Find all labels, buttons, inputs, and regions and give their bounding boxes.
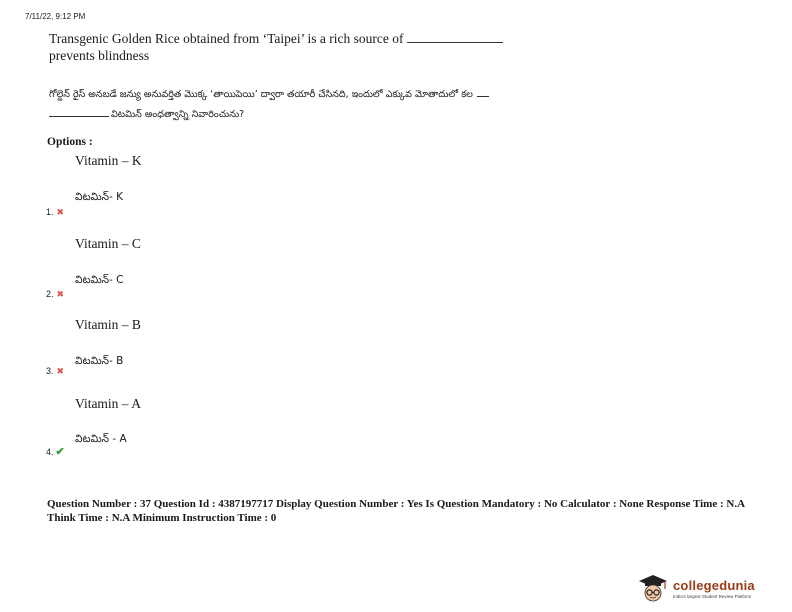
option-1-number: 1. [46, 207, 54, 217]
correct-check-icon: ✔ [55, 446, 65, 458]
question-english [49, 30, 569, 64]
question-telugu-line1: గోల్డెన్ రైస్ అనబడే జన్యు అనువర్తిత మొక్క ‘తాయిపెయి’ ద్వారా తయారీ చేసినది, ఇందులో ఎక్కువ మోతాదులో కల [49, 89, 473, 100]
option-4-english: Vitamin – A [75, 396, 141, 411]
logo-tagline: India's largest Student Review Platform [673, 593, 752, 599]
option-2-telugu: విటమిన్- C [75, 274, 124, 286]
option-4-number: 4. [46, 447, 54, 457]
question-telugu-line2: విటమిన్ అంధత్వాన్ని నివారించును? [111, 109, 245, 120]
question-telugu [49, 85, 609, 125]
question-english-part1: Transgenic Golden Rice obtained from ‘Taipei’ is a rich source of [49, 31, 404, 46]
option-2-english: Vitamin – C [75, 236, 141, 251]
question-meta: Question Number : 37 Question Id : 4387197717 Display Question Number : Yes Is Question Mandatory : No Calculator : None Response Time : N.A Think Time : N.A Minimum Instruction Time : 0 [47, 498, 745, 524]
collegedunia-logo [636, 574, 755, 602]
option-4-telugu: విటమిన్ - A [75, 433, 127, 445]
option-3-number-row [46, 366, 64, 377]
answer-blank-telugu-end [477, 87, 489, 97]
option-3-english: Vitamin – B [75, 317, 141, 332]
option-2-number-row [46, 289, 64, 300]
option-4-number-row [46, 445, 65, 458]
option-1-number-row [46, 207, 64, 218]
wrong-cross-icon: ✖ [56, 289, 65, 299]
question-english-part2: prevents blindness [49, 48, 150, 63]
wrong-cross-icon: ✖ [56, 207, 65, 217]
option-3-number: 3. [46, 366, 54, 376]
wrong-cross-icon: ✖ [56, 366, 65, 376]
options-heading: Options : [47, 136, 93, 148]
timestamp: 7/11/22, 9:12 PM [25, 12, 86, 21]
logo-name: collegedunia [673, 577, 755, 593]
option-1-telugu: విటమిన్- K [75, 191, 124, 203]
option-1-english: Vitamin – K [75, 153, 142, 168]
option-3-telugu: విటమిన్- B [75, 355, 124, 367]
option-2-number: 2. [46, 289, 54, 299]
answer-blank-telugu [49, 107, 109, 117]
graduate-mascot-icon [636, 574, 670, 602]
answer-blank [407, 31, 503, 43]
